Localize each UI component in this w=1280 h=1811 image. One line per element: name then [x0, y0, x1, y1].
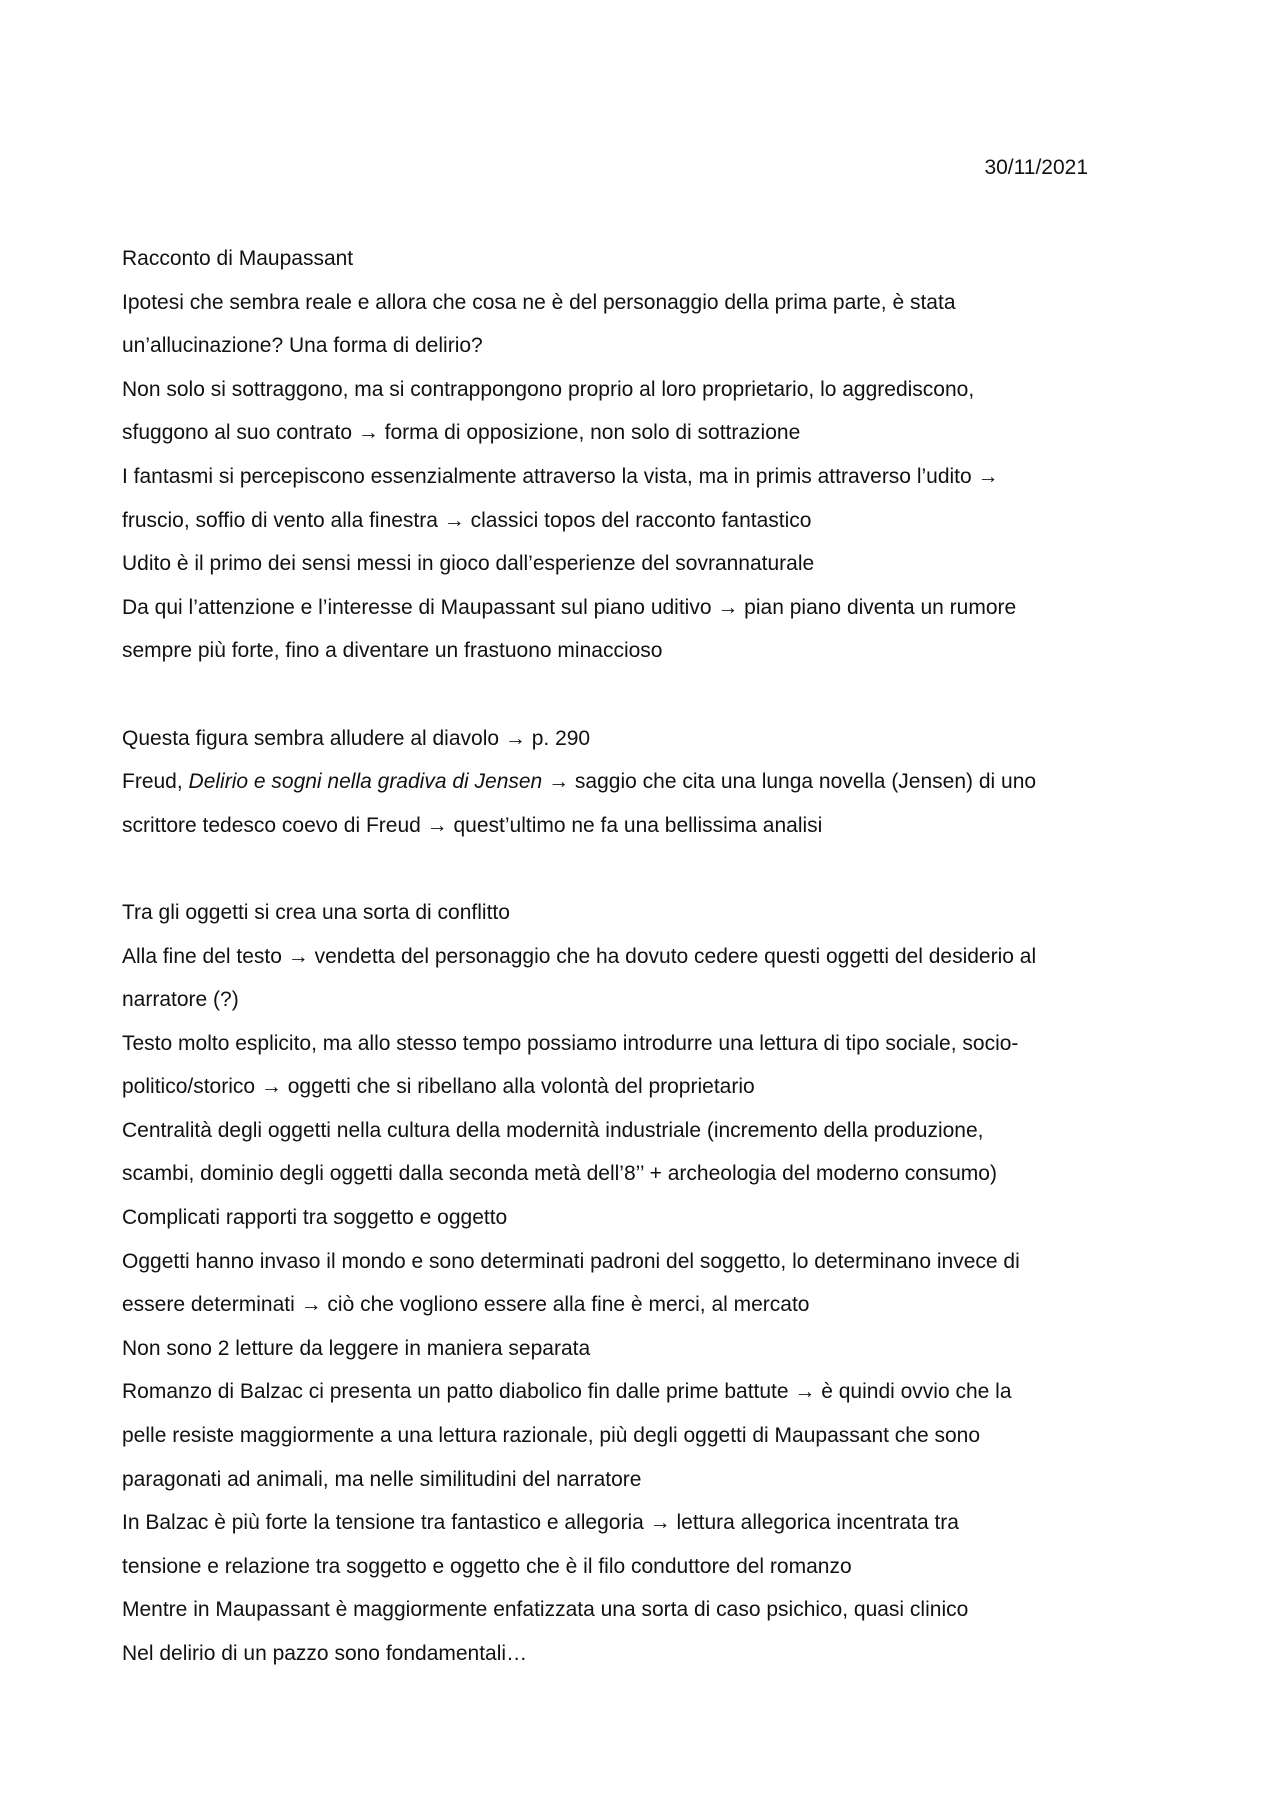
text-line [122, 1240, 1082, 1284]
text-segment: Mentre in Maupassant è maggiormente enfatizzata una sorta di caso psichico, quasi clinico [122, 1598, 969, 1622]
text-segment: sempre più forte, fino a diventare un frastuono minaccioso [122, 639, 663, 663]
text-segment: paragonati ad animali, ma nelle similitudini del narratore [122, 1467, 642, 1491]
text-segment: tensione e relazione tra soggetto e oggetto che è il filo conduttore del romanzo [122, 1554, 852, 1578]
blank-line [122, 673, 1082, 717]
text-line [122, 935, 1082, 979]
text-segment: Oggetti hanno invaso il mondo e sono determinati padroni del soggetto, lo determinano invece di [122, 1249, 1020, 1273]
date-header: 30/11/2021 [984, 156, 1088, 179]
text-segment: narratore (?) [122, 988, 239, 1012]
text-segment: Non solo si sottraggono, ma si contrappongono proprio al loro proprietario, lo aggrediscono, [122, 377, 975, 401]
text-segment: Romanzo di Balzac ci presenta un patto diabolico fin dalle prime battute → è quindi ovvio che la [122, 1380, 1012, 1404]
text-line [122, 1283, 1082, 1327]
text-line [122, 1545, 1082, 1589]
text-segment: Tra gli oggetti si crea una sorta di conflitto [122, 900, 510, 924]
text-segment: Complicati rapporti tra soggetto e oggetto [122, 1206, 508, 1230]
blank-line [122, 847, 1082, 891]
text-segment: politico/storico → oggetti che si ribellano alla volontà del proprietario [122, 1075, 755, 1099]
text-line [122, 368, 1082, 412]
text-line [122, 586, 1082, 630]
text-segment: fruscio, soffio di vento alla finestra → classici topos del racconto fantastico [122, 508, 812, 532]
text-segment: essere determinati → ciò che vogliono essere alla fine è merci, al mercato [122, 1293, 810, 1317]
text-line [122, 1152, 1082, 1196]
text-line [122, 891, 1082, 935]
text-line [122, 717, 1082, 761]
text-segment: → saggio che cita una lunga novella (Jensen) di uno [542, 770, 1037, 794]
text-segment: pelle resiste maggiormente a una lettura razionale, più degli oggetti di Maupassant che sono [122, 1424, 981, 1448]
text-segment: Ipotesi che sembra reale e allora che cosa ne è del personaggio della prima parte, è stata [122, 290, 956, 314]
text-line [122, 1588, 1082, 1632]
text-line [122, 237, 1082, 281]
text-line [122, 1109, 1082, 1153]
text-line [122, 281, 1082, 325]
text-line [122, 804, 1082, 848]
text-line [122, 499, 1082, 543]
text-line [122, 1065, 1082, 1109]
text-line [122, 1458, 1082, 1502]
text-segment: Racconto di Maupassant [122, 247, 354, 270]
text-line [122, 1414, 1082, 1458]
text-segment: Non sono 2 letture da leggere in maniera separata [122, 1336, 591, 1360]
text-line [122, 1022, 1082, 1066]
text-line [122, 760, 1082, 804]
text-line [122, 1327, 1082, 1371]
text-segment: Nel delirio di un pazzo sono fondamentali… [122, 1642, 528, 1665]
text-segment: Udito è il primo dei sensi messi in gioco dall’esperienze del sovrannaturale [122, 552, 815, 576]
notes-body [122, 237, 1082, 1676]
text-line [122, 324, 1082, 368]
italic-title: Delirio e sogni nella gradiva di Jensen [188, 770, 543, 794]
text-segment: In Balzac è più forte la tensione tra fantastico e allegoria → lettura allegorica incentrata tra [122, 1511, 959, 1535]
text-segment: sfuggono al suo contrato → forma di opposizione, non solo di sottrazione [122, 421, 801, 445]
text-line [122, 1501, 1082, 1545]
text-segment: scambi, dominio degli oggetti dalla seconda metà dell’8’’ + archeologia del moderno consumo) [122, 1162, 997, 1186]
text-line [122, 1196, 1082, 1240]
text-line [122, 411, 1082, 455]
text-segment: Da qui l’attenzione e l’interesse di Maupassant sul piano uditivo → pian piano diventa un rumore [122, 595, 1017, 619]
text-line [122, 455, 1082, 499]
text-line [122, 629, 1082, 673]
text-segment: Freud, [122, 770, 189, 794]
text-segment: Questa figura sembra alludere al diavolo → p. 290 [122, 726, 591, 750]
text-line [122, 978, 1082, 1022]
text-segment: scrittore tedesco coevo di Freud → quest’ultimo ne fa una bellissima analisi [122, 813, 823, 837]
text-segment: Centralità degli oggetti nella cultura della modernità industriale (incremento della produzione, [122, 1118, 984, 1142]
text-segment: un’allucinazione? Una forma di delirio? [122, 334, 483, 358]
text-segment: I fantasmi si percepiscono essenzialmente attraverso la vista, ma in primis attraverso l’udito → [122, 464, 999, 488]
text-line [122, 1370, 1082, 1414]
text-segment: Testo molto esplicito, ma allo stesso tempo possiamo introdurre una lettura di tipo sociale, socio- [122, 1031, 1019, 1055]
text-segment: Alla fine del testo → vendetta del personaggio che ha dovuto cedere questi oggetti del desiderio al [122, 944, 1037, 968]
text-line [122, 542, 1082, 586]
text-line [122, 1632, 1082, 1676]
